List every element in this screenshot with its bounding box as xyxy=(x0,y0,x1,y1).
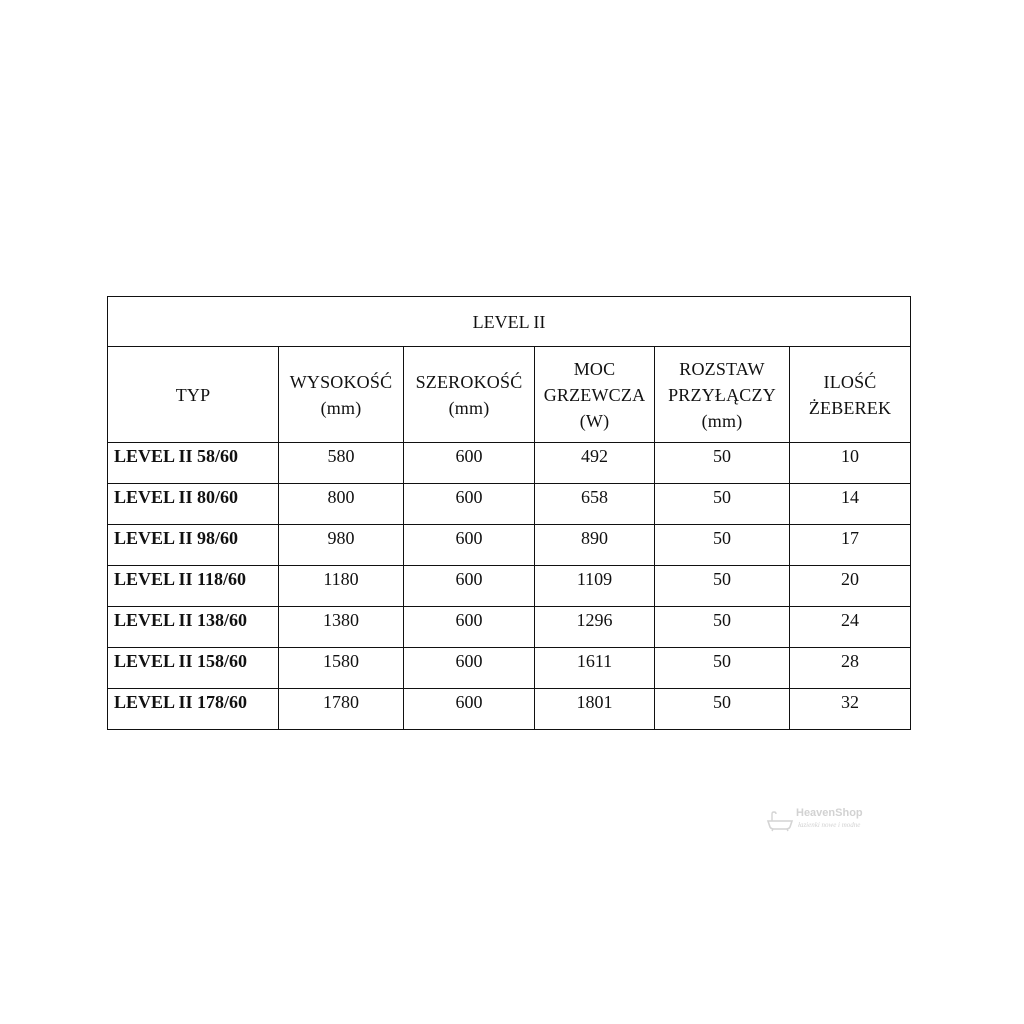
bathtub-icon xyxy=(766,810,794,832)
cell-type: LEVEL II 158/60 xyxy=(108,648,279,689)
header-moc-grzewcza: MOC GRZEWCZA (W) xyxy=(535,347,655,443)
cell-type: LEVEL II 118/60 xyxy=(108,566,279,607)
header-ilosc-zeberek: ILOŚĆ ŻEBEREK xyxy=(790,347,911,443)
cell-spacing: 50 xyxy=(655,484,790,525)
cell-spacing: 50 xyxy=(655,648,790,689)
cell-spacing: 50 xyxy=(655,689,790,730)
cell-width: 600 xyxy=(404,689,535,730)
cell-width: 600 xyxy=(404,607,535,648)
cell-height: 1380 xyxy=(279,607,404,648)
cell-power: 492 xyxy=(535,443,655,484)
table-title-row xyxy=(108,297,911,347)
cell-width: 600 xyxy=(404,648,535,689)
header-typ: TYP xyxy=(108,347,279,443)
cell-width: 600 xyxy=(404,484,535,525)
cell-spacing: 50 xyxy=(655,607,790,648)
table-row xyxy=(108,689,911,730)
table-row xyxy=(108,566,911,607)
cell-width: 600 xyxy=(404,525,535,566)
cell-fins: 14 xyxy=(790,484,911,525)
cell-fins: 17 xyxy=(790,525,911,566)
cell-type: LEVEL II 138/60 xyxy=(108,607,279,648)
cell-fins: 28 xyxy=(790,648,911,689)
table-title: LEVEL II xyxy=(108,297,911,347)
cell-height: 1180 xyxy=(279,566,404,607)
cell-power: 1109 xyxy=(535,566,655,607)
cell-width: 600 xyxy=(404,566,535,607)
cell-power: 658 xyxy=(535,484,655,525)
table-row xyxy=(108,443,911,484)
cell-type: LEVEL II 178/60 xyxy=(108,689,279,730)
cell-power: 890 xyxy=(535,525,655,566)
table-row xyxy=(108,648,911,689)
spec-table xyxy=(107,296,911,730)
cell-fins: 32 xyxy=(790,689,911,730)
header-szerokosc: SZEROKOŚĆ (mm) xyxy=(404,347,535,443)
cell-power: 1296 xyxy=(535,607,655,648)
cell-fins: 20 xyxy=(790,566,911,607)
cell-height: 980 xyxy=(279,525,404,566)
watermark-tagline: łazienki nowe i modne xyxy=(798,821,861,829)
table-row xyxy=(108,484,911,525)
watermark-logo xyxy=(766,806,876,836)
table-header-row xyxy=(108,347,911,443)
cell-height: 1580 xyxy=(279,648,404,689)
cell-spacing: 50 xyxy=(655,525,790,566)
table-row xyxy=(108,607,911,648)
table-row xyxy=(108,525,911,566)
cell-power: 1611 xyxy=(535,648,655,689)
cell-type: LEVEL II 98/60 xyxy=(108,525,279,566)
cell-spacing: 50 xyxy=(655,566,790,607)
cell-fins: 10 xyxy=(790,443,911,484)
cell-height: 580 xyxy=(279,443,404,484)
cell-height: 1780 xyxy=(279,689,404,730)
cell-height: 800 xyxy=(279,484,404,525)
cell-width: 600 xyxy=(404,443,535,484)
cell-power: 1801 xyxy=(535,689,655,730)
cell-type: LEVEL II 58/60 xyxy=(108,443,279,484)
header-wysokosc: WYSOKOŚĆ (mm) xyxy=(279,347,404,443)
cell-fins: 24 xyxy=(790,607,911,648)
watermark-brand: HeavenShop xyxy=(796,807,863,819)
cell-type: LEVEL II 80/60 xyxy=(108,484,279,525)
cell-spacing: 50 xyxy=(655,443,790,484)
header-rozstaw-przylaczy: ROZSTAW PRZYŁĄCZY (mm) xyxy=(655,347,790,443)
